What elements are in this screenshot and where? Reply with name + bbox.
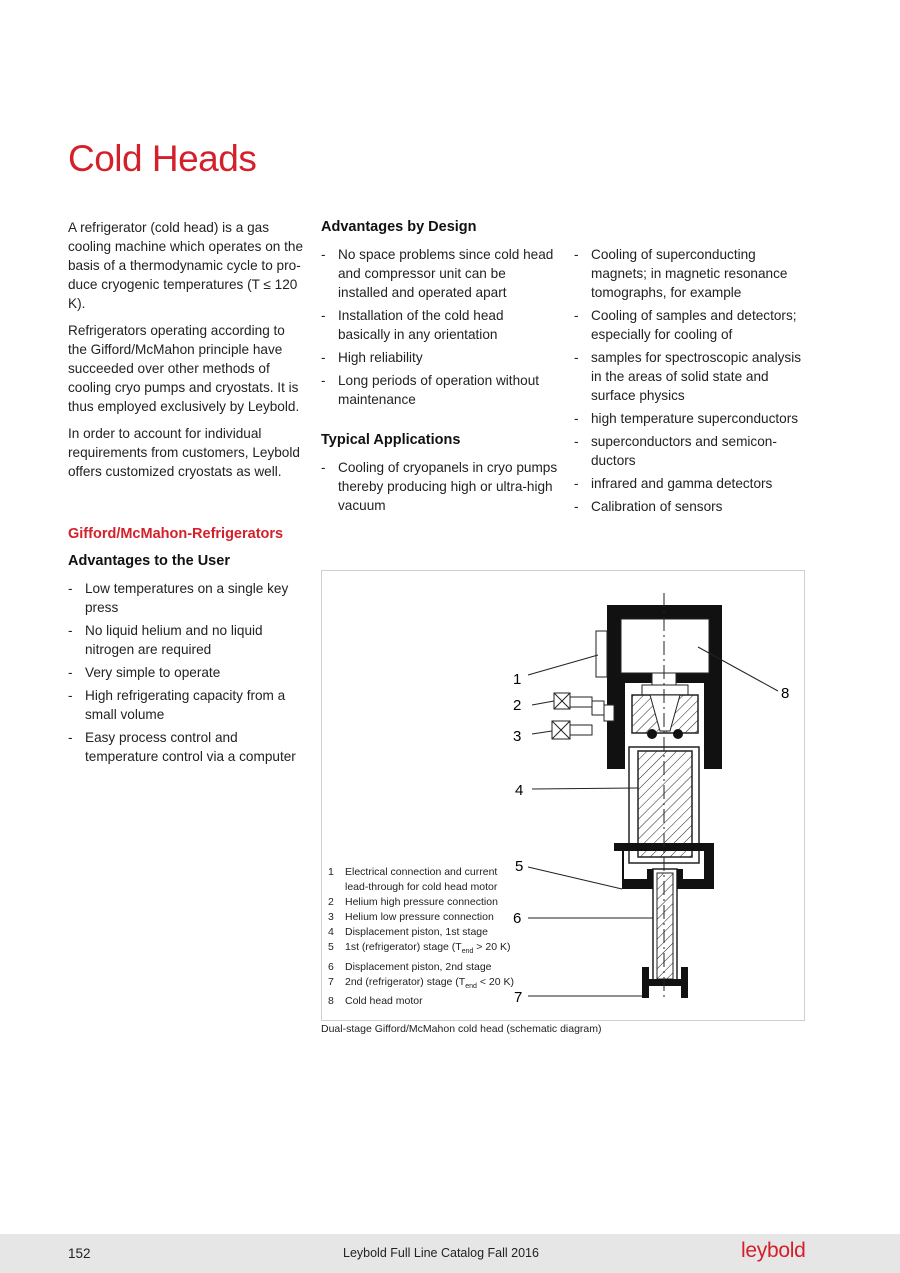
design-advantage-item: - High reliability [321,348,559,367]
legend-label: 2nd (refrigerator) stage (T [345,975,466,988]
callout-7: 7 [514,989,523,1006]
legend-label: Displacement piston, 1st stage [345,926,488,939]
callout-8: 8 [781,685,790,702]
intro-paragraph: A refrigerator (cold head) is a gas cooling machine which operates on the basis of a thermodynamic cycle to produce cryogenic temperatures (T ≤ 120 K). [68,220,304,311]
legend-number: 1 [328,866,334,878]
typical-applications-heading: Typical Applications [321,432,461,448]
application-item: - Cooling of samples and detectors; especially for cooling of [574,306,810,344]
first-stage-piston [638,751,692,857]
applications-list-continued [574,245,810,516]
legend-text [345,975,514,994]
legend-row [328,925,514,940]
legend-text [345,994,423,1009]
user-advantage-item: - Easy process control and temperature control via a computer [68,728,304,766]
legend-text [345,960,492,975]
page-number: 152 [68,1246,91,1261]
advantages-design-list [321,245,559,409]
legend-number: 2 [328,896,334,909]
application-item: - infrared and gamma detectors [574,474,810,493]
legend-label: Helium high pressure connection [345,896,498,909]
callout-4: 4 [515,782,524,799]
legend-label-suffix: < 20 K) [476,975,514,988]
legend-number: 8 [328,994,334,1007]
user-advantage-item: - No liquid helium and no liquid nitrogen are required [68,621,304,659]
user-advantage-item: - Very simple to operate [68,663,304,682]
callout-1: 1 [513,671,522,688]
advantages-user-list [68,579,304,766]
legend-subscript: end [465,982,477,990]
legend-label: Electrical connection and current [345,866,498,878]
legend-label: Helium low pressure connection [345,911,494,924]
legend-row [328,975,514,994]
middle-column [321,218,559,519]
design-advantage-item: - Installation of the cold head basically in any orientation [321,306,559,344]
catalog-title: Leybold Full Line Catalog Fall 2016 [343,1246,539,1260]
user-advantage-item: - High refrigerating capacity from a small volume [68,686,304,724]
figure-legend [328,865,514,1009]
legend-number: 3 [328,911,334,924]
legend-number: 7 [328,975,334,988]
legend-row [328,895,514,910]
right-column [574,245,810,520]
connector-box [596,631,607,677]
legend-label: Cold head motor [345,994,423,1007]
legend-label-suffix: > 20 K) [473,941,511,954]
application-item: - samples for spectroscopic analysis in the areas of solid state and surface physics [574,348,810,405]
legend-label: Displacement piston, 2nd stage [345,960,492,973]
application-item: - Cooling of cryopanels in cryo pumps thereby producing high or ultra-high vacuum [321,458,559,515]
intro-text [68,218,304,481]
advantages-user-heading: Advantages to the User [68,553,230,569]
legend-text [345,895,498,910]
intro-paragraph: Refrigerators operating according to the Gifford/McMahon principle have succeeded over other methods of cooling cryo pumps and cryostats. It is thus employed exclusively by Leybold. [68,323,300,414]
legend-number: 5 [328,941,334,954]
application-item: - superconductors and semiconductors [574,432,810,470]
intro-paragraph: In order to account for individual requirements from customers, Leybold offers customized cryostats as well. [68,426,300,479]
legend-text [345,880,497,895]
legend-text [345,940,510,959]
legend-row [328,880,514,895]
footer [0,1234,900,1273]
legend-number: 4 [328,926,334,939]
legend-row [328,940,514,959]
callout-2: 2 [513,697,522,714]
legend-row [328,960,514,975]
advantages-design-heading: Advantages by Design [321,219,477,235]
legend-number [328,880,345,895]
applications-list [321,458,559,515]
legend-text [345,925,488,940]
second-stage-piston [657,873,673,979]
callout-3: 3 [513,728,522,745]
legend-row [328,865,514,880]
cold-head-figure [321,570,805,1021]
page-title: Cold Heads [68,138,257,179]
legend-text [345,865,497,880]
callout-5: 5 [515,858,524,875]
design-advantage-item: - Long periods of operation without maintenance [321,371,559,409]
leybold-logo: leybold [741,1239,806,1262]
callout-6: 6 [513,910,522,927]
figure-caption: Dual-stage Gifford/McMahon cold head (schematic diagram) [321,1023,602,1035]
legend-text [345,910,494,925]
legend-label: lead-through for cold head motor [345,881,498,894]
application-item: - Cooling of superconducting magnets; in magnetic resonance tomographs, for example [574,245,810,302]
legend-subscript: end [461,948,474,956]
application-item: - high temperature superconductors [574,409,810,428]
legend-row [328,994,514,1009]
legend-row [328,910,514,925]
legend-number: 6 [328,960,334,973]
application-item: - Calibration of sensors [574,497,810,516]
gm-refrigerators-heading: Gifford/McMahon-Refrigerators [68,526,284,542]
motor-window [621,619,709,673]
left-column [68,218,304,770]
design-advantage-item: - No space problems since cold head and compressor unit can be installed and operated apart [321,245,559,302]
legend-label: 1st (refrigerator) stage (T [345,941,462,954]
user-advantage-item: - Low temperatures on a single key press [68,579,304,617]
